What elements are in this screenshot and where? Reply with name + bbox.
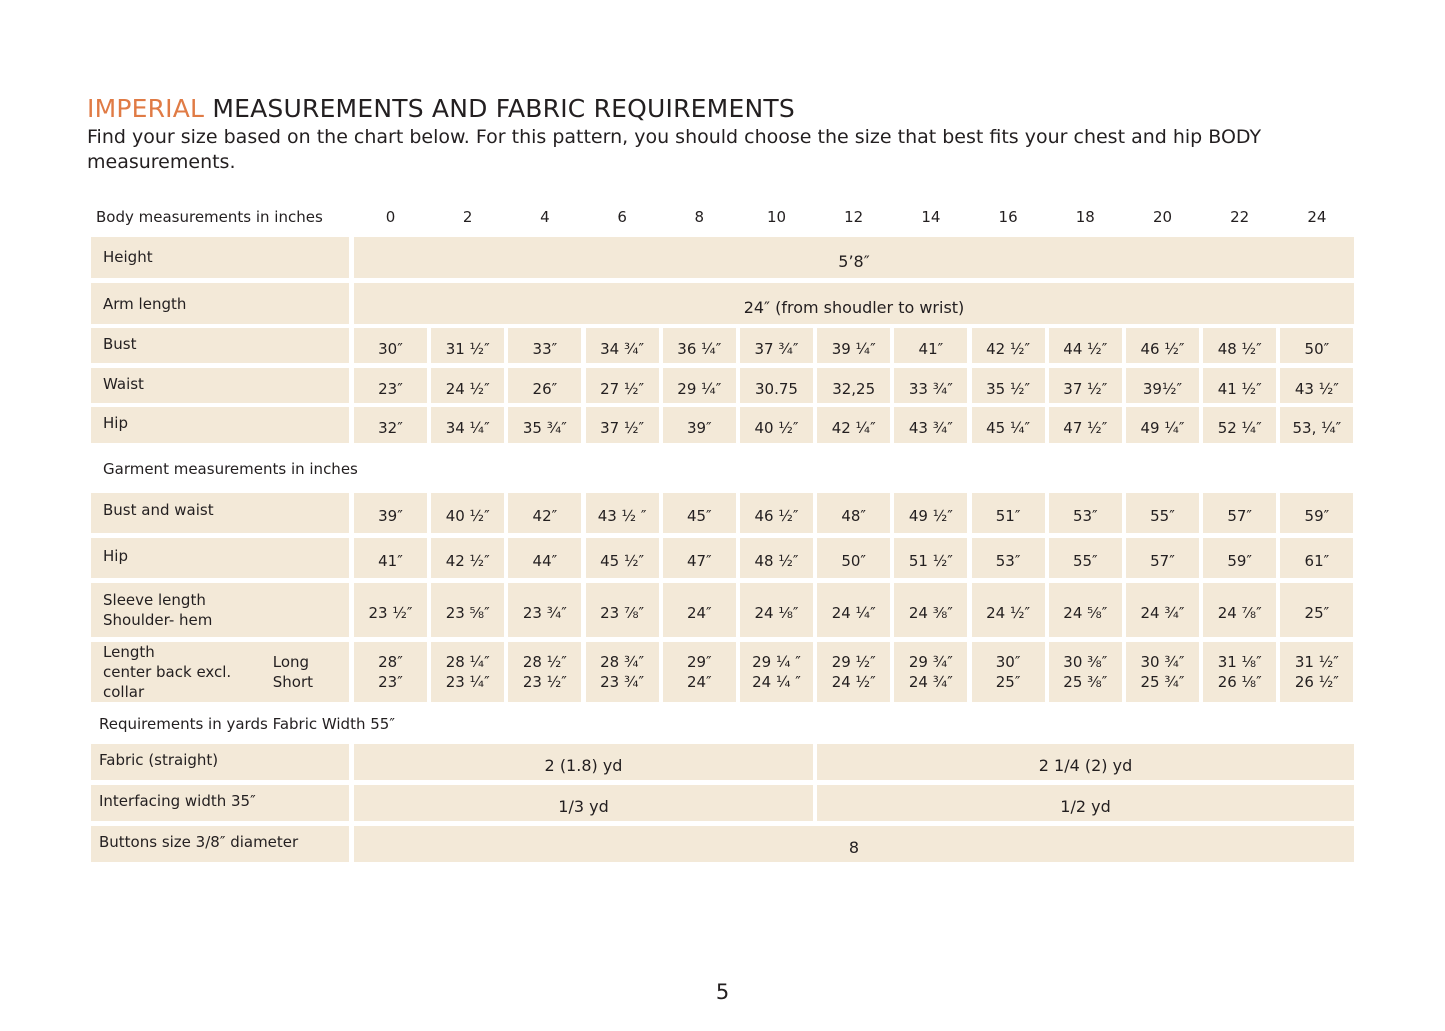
- arm-length-value: 24″ (from shoudler to wrist): [354, 283, 1354, 324]
- page-number: 5: [715, 980, 730, 1004]
- length-label-line1: Length: [103, 643, 155, 661]
- bust-value: 44 ½″: [1049, 328, 1122, 363]
- garment-hip-value: 47″: [663, 538, 736, 578]
- bust-value: 50″: [1280, 328, 1353, 363]
- hip-value: 42 ¼″: [817, 407, 890, 443]
- length-long-value: 29 ¼ ″: [752, 653, 801, 671]
- sleeve-length-value: 24 ⅞″: [1203, 583, 1276, 637]
- sleeve-length-value: 24 ½″: [972, 583, 1045, 637]
- length-short-value: 25 ¾″: [1140, 673, 1185, 691]
- hip-value: 39″: [663, 407, 736, 443]
- size-header: 16: [998, 208, 1018, 226]
- length-value: [1203, 642, 1276, 702]
- height-label: Height: [91, 237, 349, 278]
- garment-hip-value: 59″: [1203, 538, 1276, 578]
- bust-value: 34 ¾″: [586, 328, 659, 363]
- bust-value: 31 ½″: [431, 328, 504, 363]
- hip-value: 43 ¾″: [894, 407, 967, 443]
- length-value: [431, 642, 504, 702]
- sleeve-label-line2: Shoulder- hem: [103, 611, 213, 629]
- length-label-line2: center back excl. collar: [103, 663, 232, 701]
- size-header: 10: [766, 208, 787, 226]
- garment-hip-value: 42 ½″: [431, 538, 504, 578]
- waist-value: 30.75: [740, 368, 813, 403]
- length-value: [354, 642, 427, 702]
- sleeve-length-value: 24″: [663, 583, 736, 637]
- length-long-value: 31 ⅛″: [1217, 653, 1262, 671]
- waist-value: 27 ½″: [586, 368, 659, 403]
- size-header: 18: [1075, 208, 1095, 226]
- length-long-value: 29″: [686, 653, 712, 671]
- waist-value: 33 ¾″: [894, 368, 967, 403]
- waist-value: 26″: [508, 368, 581, 403]
- length-short-value: 24 ½″: [831, 673, 876, 691]
- waist-value: 24 ½″: [431, 368, 504, 403]
- length-long-label: Long: [272, 653, 310, 671]
- bust-value: 42 ½″: [972, 328, 1045, 363]
- size-header: 8: [694, 208, 705, 226]
- bust-and-waist-value: 53″: [1049, 493, 1122, 533]
- bust-value: 36 ¼″: [663, 328, 736, 363]
- sleeve-length-label: [91, 583, 349, 637]
- sleeve-length-value: 23 ½″: [354, 583, 427, 637]
- buttons-value: 8: [354, 826, 1354, 862]
- sleeve-length-value: 24 ⅝″: [1049, 583, 1122, 637]
- bust-value: 46 ½″: [1126, 328, 1199, 363]
- bust-and-waist-label: Bust and waist: [91, 493, 349, 533]
- bust-and-waist-value: 45″: [663, 493, 736, 533]
- buttons-label: Buttons size 3/8″ diameter: [91, 826, 349, 862]
- sleeve-length-value: 25″: [1280, 583, 1353, 637]
- waist-label: Waist: [91, 368, 349, 403]
- length-label: [91, 642, 349, 702]
- size-header: 0: [385, 208, 396, 226]
- bust-and-waist-value: 51″: [972, 493, 1045, 533]
- length-value: [1280, 642, 1353, 702]
- bust-and-waist-value: 57″: [1203, 493, 1276, 533]
- waist-value: 35 ½″: [972, 368, 1045, 403]
- sleeve-length-value: 24 ⅛″: [740, 583, 813, 637]
- garment-hip-value: 45 ½″: [586, 538, 659, 578]
- sleeve-length-value: 23 ⅝″: [431, 583, 504, 637]
- interfacing-label: Interfacing width 35″: [91, 785, 349, 821]
- arm-length-label: Arm length: [91, 283, 349, 324]
- interfacing-value-b: 1/2 yd: [817, 785, 1354, 821]
- length-long-value: 29 ½″: [831, 653, 876, 671]
- hip-value: 40 ½″: [740, 407, 813, 443]
- length-value: [972, 642, 1045, 702]
- length-value: [1049, 642, 1122, 702]
- hip-value: 34 ¼″: [431, 407, 504, 443]
- length-short-label: Short: [272, 673, 313, 691]
- bust-value: 48 ½″: [1203, 328, 1276, 363]
- size-header: 14: [921, 208, 941, 226]
- size-header: 22: [1230, 208, 1250, 226]
- length-long-value: 30 ¾″: [1140, 653, 1185, 671]
- garment-hip-value: 57″: [1126, 538, 1199, 578]
- hip-value: 53, ¼″: [1280, 407, 1353, 443]
- bust-value: 33″: [508, 328, 581, 363]
- bust-value: 30″: [354, 328, 427, 363]
- garment-hip-value: 50″: [817, 538, 890, 578]
- waist-value: 23″: [354, 368, 427, 403]
- waist-value: 43 ½″: [1280, 368, 1353, 403]
- length-long-value: 28 ¾″: [600, 653, 645, 671]
- hip-value: 37 ½″: [586, 407, 659, 443]
- bust-and-waist-value: 39″: [354, 493, 427, 533]
- size-header: 24: [1307, 208, 1327, 226]
- length-value: [1126, 642, 1199, 702]
- height-value: 5’8″: [354, 237, 1354, 278]
- bust-value: 39 ¼″: [817, 328, 890, 363]
- sleeve-length-value: 23 ¾″: [508, 583, 581, 637]
- length-short-value: 23 ¼″: [445, 673, 490, 691]
- intro-text: Find your size based on the chart below. For this pattern, you should choose the size that best fits your chest and hip BODY measurements.: [87, 126, 1262, 173]
- length-value: [508, 642, 581, 702]
- bust-and-waist-value: 42″: [508, 493, 581, 533]
- bust-and-waist-value: 49 ½″: [894, 493, 967, 533]
- size-header: 6: [617, 208, 627, 226]
- bust-and-waist-value: 55″: [1126, 493, 1199, 533]
- garment-hip-value: 53″: [972, 538, 1045, 578]
- length-short-value: 25 ⅜″: [1063, 673, 1108, 691]
- garment-hip-label: Hip: [91, 538, 349, 578]
- length-long-value: 31 ½″: [1294, 653, 1339, 671]
- size-header: 12: [844, 208, 864, 226]
- hip-value: 49 ¼″: [1126, 407, 1199, 443]
- length-short-value: 23″: [378, 673, 403, 691]
- waist-value: 32,25: [817, 368, 890, 403]
- bust-label: Bust: [91, 328, 349, 363]
- length-long-value: 29 ¾″: [908, 653, 953, 671]
- hip-value: 35 ¾″: [508, 407, 581, 443]
- fabric-value-b: 2 1/4 (2) yd: [817, 744, 1354, 780]
- garment-hip-value: 41″: [354, 538, 427, 578]
- bust-and-waist-value: 48″: [817, 493, 890, 533]
- sleeve-label-line1: Sleeve length: [103, 591, 206, 609]
- length-short-value: 25″: [995, 673, 1021, 691]
- sleeve-length-value: 24 ¾″: [1126, 583, 1199, 637]
- hip-label: Hip: [91, 407, 349, 443]
- bust-value: 41″: [894, 328, 967, 363]
- page-title: [87, 94, 795, 123]
- length-value: [817, 642, 890, 702]
- length-short-value: 24″: [686, 673, 712, 691]
- bust-and-waist-value: 40 ½″: [431, 493, 504, 533]
- hip-value: 32″: [354, 407, 427, 443]
- waist-value: 29 ¼″: [663, 368, 736, 403]
- length-short-value: 23 ¾″: [600, 673, 645, 691]
- length-value: [740, 642, 813, 702]
- length-short-value: 24 ¾″: [908, 673, 953, 691]
- garment-hip-value: 44″: [508, 538, 581, 578]
- waist-value: 41 ½″: [1203, 368, 1276, 403]
- size-header: 20: [1152, 208, 1173, 226]
- bust-and-waist-value: 43 ½ ″: [586, 493, 659, 533]
- garment-measurements-header: Garment measurements in inches: [103, 460, 358, 478]
- sleeve-length-value: 24 ¼″: [817, 583, 890, 637]
- fabric-label: Fabric (straight): [91, 744, 349, 780]
- title-accent: IMPERIAL: [87, 94, 205, 123]
- bust-and-waist-value: 46 ½″: [740, 493, 813, 533]
- length-long-value: 30 ⅜″: [1063, 653, 1108, 671]
- sleeve-length-value: 24 ⅜″: [894, 583, 967, 637]
- bust-and-waist-value: 59″: [1280, 493, 1353, 533]
- length-value: [663, 642, 736, 702]
- bust-value: 37 ¾″: [740, 328, 813, 363]
- length-long-value: 30″: [995, 653, 1021, 671]
- waist-value: 39½″: [1126, 368, 1199, 403]
- interfacing-value-a: 1/3 yd: [354, 785, 813, 821]
- fabric-value-a: 2 (1.8) yd: [354, 744, 813, 780]
- length-value: [894, 642, 967, 702]
- title-rest: MEASUREMENTS AND FABRIC REQUIREMENTS: [212, 94, 795, 123]
- length-short-value: 26 ⅛″: [1217, 673, 1262, 691]
- waist-value: 37 ½″: [1049, 368, 1122, 403]
- length-long-value: 28 ¼″: [445, 653, 490, 671]
- body-measurements-header: Body measurements in inches: [96, 208, 323, 226]
- hip-value: 45 ¼″: [972, 407, 1045, 443]
- garment-hip-value: 61″: [1280, 538, 1353, 578]
- hip-value: 47 ½″: [1049, 407, 1122, 443]
- size-header: 2: [462, 208, 473, 226]
- length-long-value: 28 ½″: [522, 653, 567, 671]
- garment-hip-value: 51 ½″: [894, 538, 967, 578]
- requirements-header: Requirements in yards Fabric Width 55″: [99, 715, 395, 733]
- length-long-value: 28″: [378, 653, 403, 671]
- length-short-value: 24 ¼ ″: [752, 673, 801, 691]
- length-short-value: 23 ½″: [522, 673, 567, 691]
- size-header: 4: [540, 208, 550, 226]
- length-value: [586, 642, 659, 702]
- length-short-value: 26 ½″: [1294, 673, 1339, 691]
- garment-hip-value: 55″: [1049, 538, 1122, 578]
- sleeve-length-value: 23 ⅞″: [586, 583, 659, 637]
- garment-hip-value: 48 ½″: [740, 538, 813, 578]
- hip-value: 52 ¼″: [1203, 407, 1276, 443]
